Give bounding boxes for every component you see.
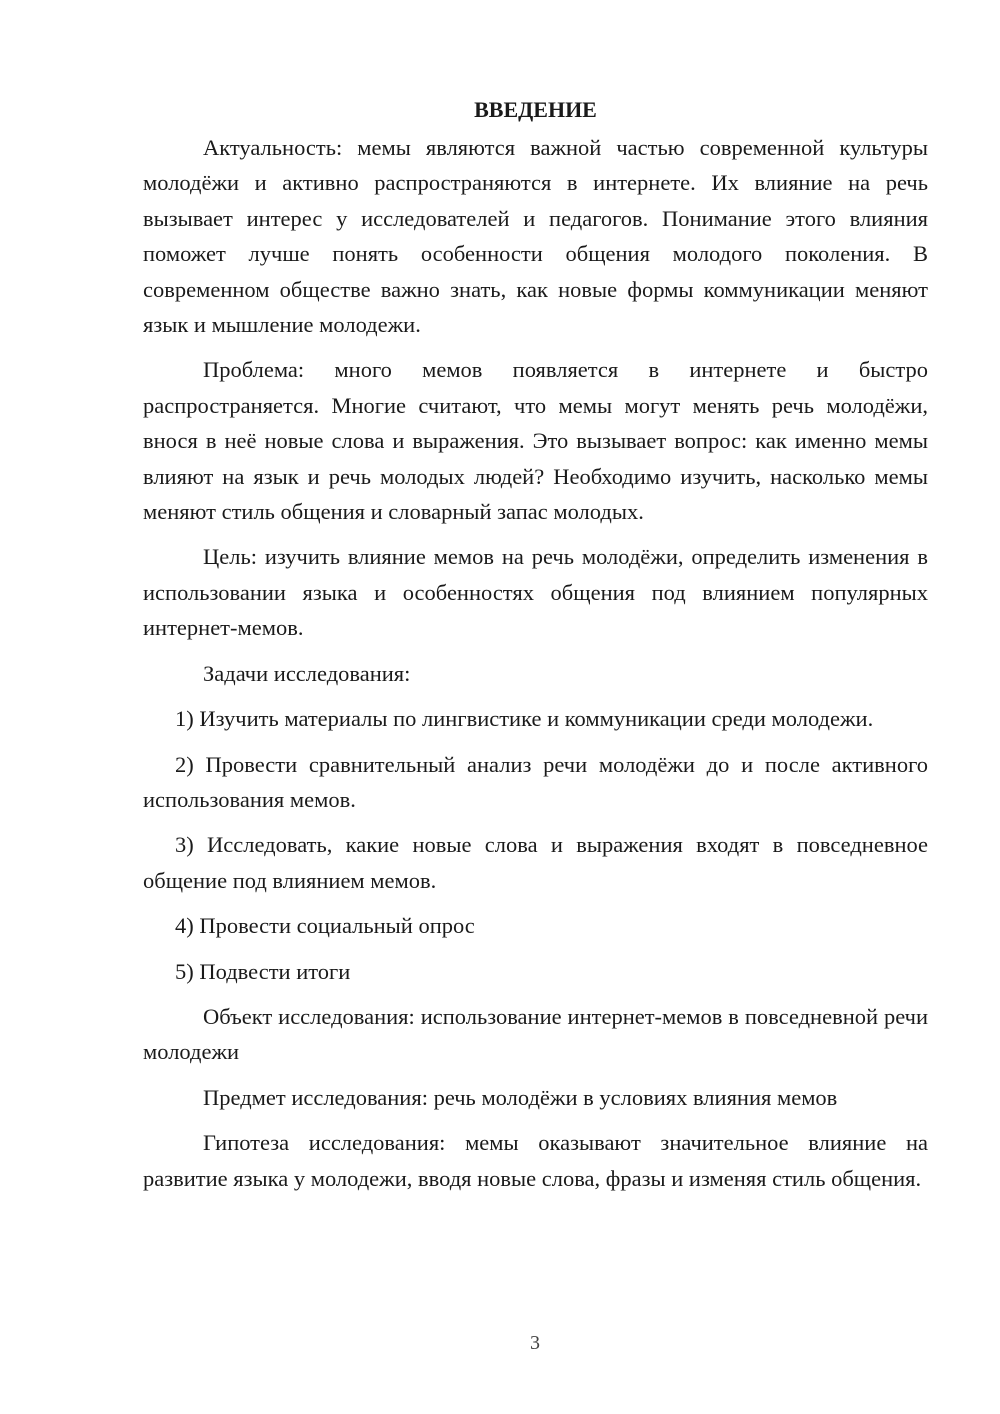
task-item-3: 3) Исследовать, какие новые слова и выражения входят в повседневное общение под влиянием мемов. — [143, 832, 928, 893]
task-item-2: 2) Провести сравнительный анализ речи молодёжи до и после активного использования мемов. — [143, 751, 928, 812]
task-item-4: 4) Провести социальный опрос — [175, 913, 475, 939]
paragraph-subject: Предмет исследования: речь молодёжи в условиях влияния мемов — [203, 1084, 838, 1110]
paragraph-hypothesis: Гипотеза исследования: мемы оказывают значительное влияние на развитие языка у молодежи, вводя новые слова, фразы и изменяя стиль общения. — [143, 1130, 928, 1191]
page-number: 3 — [530, 1332, 540, 1354]
tasks-heading: Задачи исследования: — [203, 660, 411, 686]
paragraph-actuality: Актуальность: мемы являются важной частью современной культуры молодёжи и активно распространяются в интернете. Их влияние на речь вызывает интерес у исследователей и педагогов. Понимание этого влияния поможет лучше понять особенности общения молодого поколения. В современном обществе важно знать, как новые формы коммуникации меняют язык и мышление молодежи. — [143, 135, 928, 338]
task-item-1: 1) Изучить материалы по лингвистике и коммуникации среди молодежи. — [175, 706, 874, 732]
paragraph-problem: Проблема: много мемов появляется в интернете и быстро распространяется. Многие считают, что мемы могут менять речь молодёжи, внося в неё новые слова и выражения. Это вызывает вопрос: как именно мемы влияют на язык и речь молодых людей? Необходимо изучить, насколько мемы меняют стиль общения и словарный запас молодых. — [143, 357, 928, 525]
page-title: ВВЕДЕНИЕ — [474, 97, 597, 122]
paragraph-object: Объект исследования: использование интернет-мемов в повседневной речи молодежи — [143, 1003, 928, 1065]
paragraph-goal: Цель: изучить влияние мемов на речь молодёжи, определить изменения в использовании языка и особенностях общения под влиянием популярных интернет-мемов. — [143, 544, 928, 641]
task-item-5: 5) Подвести итоги — [175, 958, 351, 984]
document-page — [143, 92, 928, 1206]
